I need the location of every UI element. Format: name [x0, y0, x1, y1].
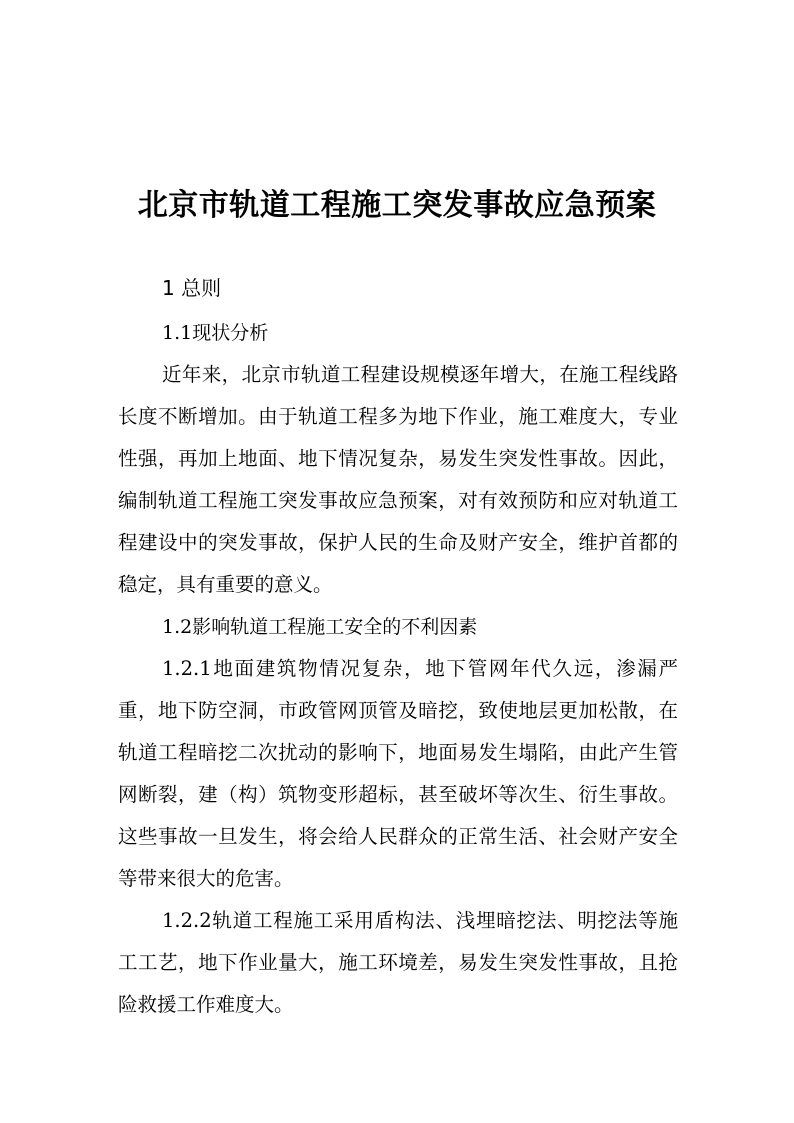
section-heading-1-1: 1.1现状分析 [162, 322, 269, 344]
paragraph-status-analysis: 近年来，北京市轨道工程建设规模逐年增大，在施工程线路长度不断增加。由于轨道工程多为地下作业，施工难度大，专业性强，再加上地面、地下情况复杂，易发生突发性事故。因此，编制轨道工程施工突发事故应急预案，对有效预防和应对轨道工程建设中的突发事故，保护人民的生命及财产安全，维护首都的稳定，具有重要的意义。 [118, 363, 678, 596]
document-title: 北京市轨道工程施工突发事故应急预案 [137, 188, 657, 223]
document-body [118, 264, 678, 1026]
paragraph-1-2-1: 1.2.1地面建筑物情况复杂，地下管网年代久远，渗漏严重，地下防空洞，市政管网顶管及暗挖，致使地层更加松散，在轨道工程暗挖二次扰动的影响下，地面易发生塌陷，由此产生管网断裂，建（构）筑物变形超标，甚至破坏等次生、衍生事故。这些事故一旦发生，将会给人民群众的正常生活、社会财产安全等带来很大的危害。 [118, 657, 678, 890]
section-heading-1-2: 1.2影响轨道工程施工安全的不利因素 [162, 616, 478, 638]
paragraph-1-2-2: 1.2.2轨道工程施工采用盾构法、浅埋暗挖法、明挖法等施工工艺，地下作业量大，施工环境差，易发生突发性事故，且抢险救援工作难度大。 [118, 909, 678, 1016]
section-heading-1: 1 总则 [162, 276, 222, 300]
